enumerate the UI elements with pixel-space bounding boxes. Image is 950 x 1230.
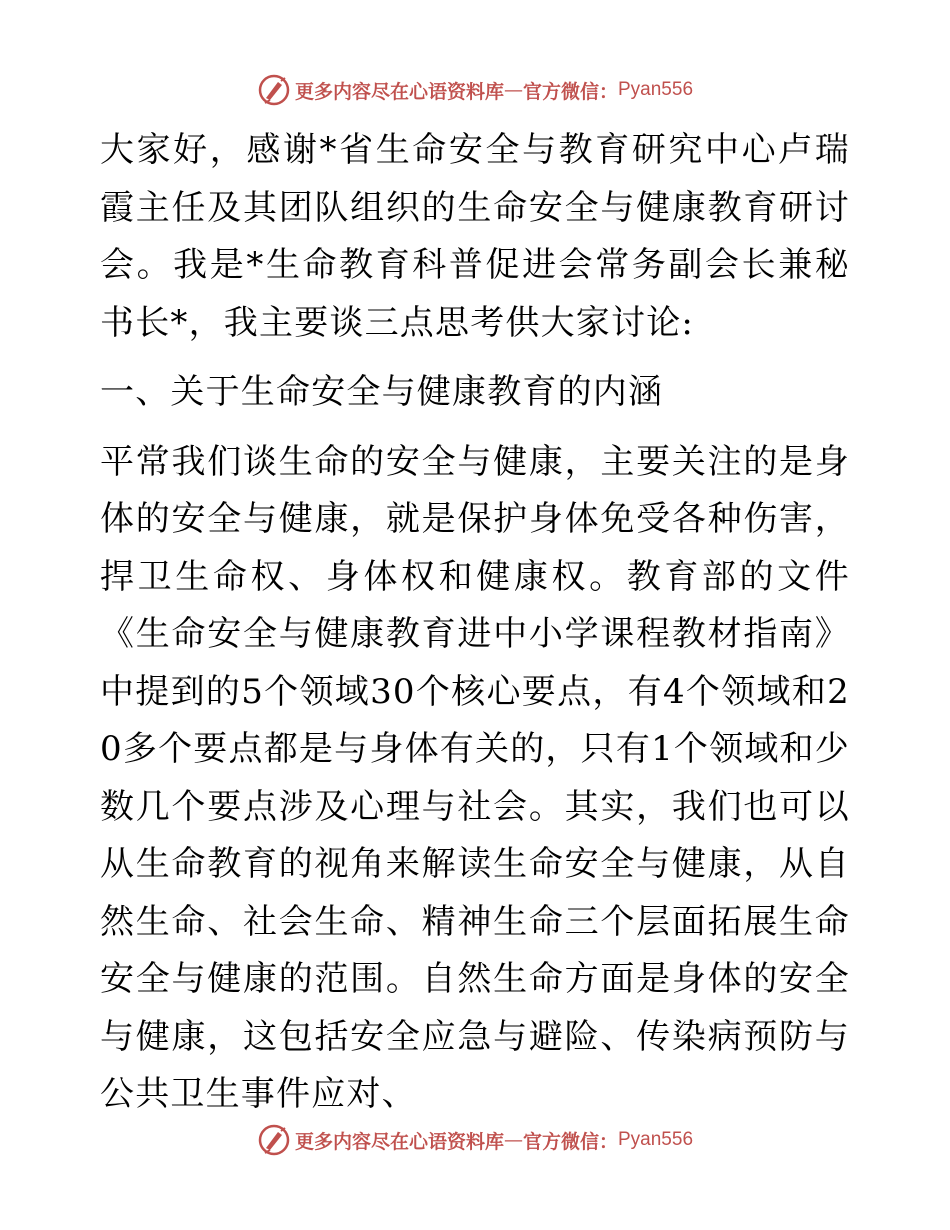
watermark-separator: — xyxy=(503,79,523,101)
quill-logo-icon xyxy=(257,73,291,107)
document-body xyxy=(100,122,850,1124)
watermark-wechat-label: 官方微信： xyxy=(522,1130,618,1153)
section-heading: 一、关于生命安全与健康教育的内涵 xyxy=(100,372,664,412)
watermark-separator: — xyxy=(503,1129,523,1151)
paragraph-greeting: 大家好，感谢*省生命安全与教育研究中心卢瑞霞主任及其团队组织的生命安全与健康教育研讨会。我是*生命教育科普促进会常务副会长兼秘书长*，我主要谈三点思考供大家讨论: xyxy=(100,130,850,343)
watermark-wechat-label: 官方微信： xyxy=(522,80,618,103)
quill-logo-icon xyxy=(257,1123,291,1157)
paragraph-body: 平常我们谈生命的安全与健康，主要关注的是身体的安全与健康，就是保护身体免受各种伤害，捍卫生命权、身体权和健康权。教育部的文件《生命安全与健康教育进中小学课程教材指南》中提到的5个领域30个核心要点，有4个领域和20多个要点都是与身体有关的，只有1个领域和少数几个要点涉及心理与社会。其实，我们也可以从生命教育的视角来解读生命安全与健康，从自然生命、社会生命、精神生命三个层面拓展生命安全与健康的范围。自然生命方面是身体的安全与健康，这包括安全应急与避险、传染病预防与公共卫生事件应对、 xyxy=(100,441,850,1114)
footer-watermark xyxy=(0,1120,950,1160)
watermark-brand-text: 更多内容尽在心语资料库 xyxy=(294,1130,504,1153)
watermark-wechat-id: Pyan556 xyxy=(618,79,694,100)
watermark-brand-text: 更多内容尽在心语资料库 xyxy=(294,80,504,103)
header-watermark xyxy=(0,70,950,110)
watermark-wechat-id: Pyan556 xyxy=(618,1129,694,1150)
